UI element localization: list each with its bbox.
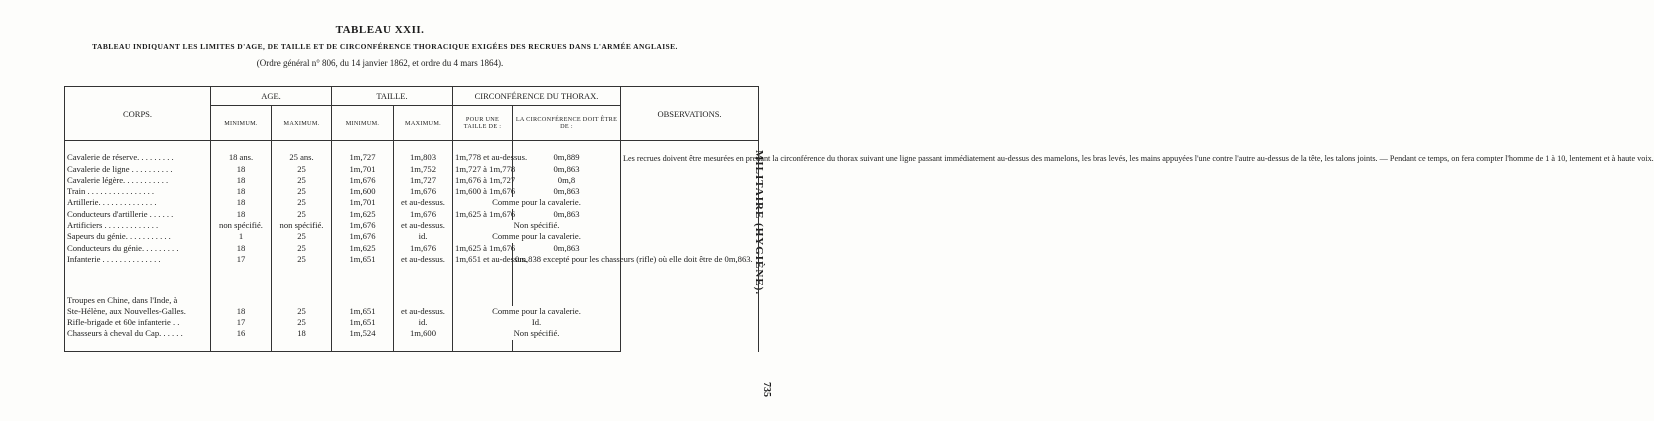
pour-taille-cell: 1m,600 à 1m,676: [453, 186, 513, 197]
observations-text: Les recrues doivent être mesurées en prenant la circonférence du thorax suivant une ligne passant immédiatement au-dessus des mamelons, les bras levés, les mains appuyées l'une contre l'autre au-dessus de la tête, les talons joints. — Pendant ce temps, on fera compter l'homme de 1 à 10, lentement et à haute voix.: [623, 154, 1654, 163]
running-head-text: MILITAIRE (HYGIÈNE).: [753, 150, 765, 296]
age-min-cell: 17: [211, 317, 272, 328]
corps-cell: Train . . . . . . . . . . . . . . . .: [65, 186, 211, 197]
taille-max-cell: et au-dessus.: [394, 197, 453, 208]
age-min-cell: 18: [211, 243, 272, 254]
header-age-min: MINIMUM.: [211, 106, 272, 141]
age-min-cell: 1: [211, 231, 272, 242]
taille-min-cell: 1m,701: [332, 164, 394, 175]
page-number: [758, 382, 788, 412]
pour-taille-cell: 1m,625 à 1m,676: [453, 243, 513, 254]
age-min-cell: 18: [211, 186, 272, 197]
corps-cell: Chasseurs à cheval du Cap. . . . . .: [65, 328, 211, 339]
taille-min-cell: 1m,625: [332, 209, 394, 220]
age-min-cell: 18: [211, 164, 272, 175]
taille-max-cell: 1m,803: [394, 152, 453, 163]
pour-taille-cell: 1m,676 à 1m,727: [453, 175, 513, 186]
thorax-merged-cell: Non spécifié.: [453, 328, 621, 339]
age-min-cell: 18: [211, 209, 272, 220]
age-min-cell: 18: [211, 175, 272, 186]
age-min-cell: 18: [211, 197, 272, 208]
circonference-cell: 0m,863: [513, 164, 621, 175]
age-max-cell: 25: [272, 197, 332, 208]
thorax-merged-cell: Comme pour la cavalerie.: [453, 306, 621, 317]
age-max-cell: 25 ans.: [272, 152, 332, 163]
age-max-cell: 25: [272, 243, 332, 254]
pour-taille-cell: 1m,651 et au-dessus.: [453, 254, 513, 265]
age-min-cell: 18: [211, 306, 272, 317]
pour-taille-cell: 1m,625 à 1m,676: [453, 209, 513, 220]
age-max-cell: 25: [272, 231, 332, 242]
age-max-cell: 25: [272, 254, 332, 265]
taille-max-cell: et au-dessus.: [394, 254, 453, 265]
corps-cell: Artificiers . . . . . . . . . . . . .: [65, 220, 211, 231]
age-max-cell: non spécifié.: [272, 220, 332, 231]
circonference-cell: 0m,863: [513, 243, 621, 254]
header-age: AGE.: [211, 87, 332, 106]
taille-max-cell: id.: [394, 317, 453, 328]
corps-cell: Cavalerie de réserve. . . . . . . . .: [65, 152, 211, 163]
taille-min-cell: 1m,651: [332, 254, 394, 265]
corps-cell: Conducteurs d'artillerie . . . . . .: [65, 209, 211, 220]
taille-min-cell: 1m,651: [332, 317, 394, 328]
corps-cell: Infanterie . . . . . . . . . . . . . .: [65, 254, 211, 265]
taille-max-cell: 1m,600: [394, 328, 453, 339]
taille-max-cell: id.: [394, 231, 453, 242]
thorax-merged-cell: Id.: [453, 317, 621, 328]
taille-min-cell: 1m,524: [332, 328, 394, 339]
taille-max-cell: 1m,676: [394, 243, 453, 254]
taille-min-cell: 1m,651: [332, 306, 394, 317]
thorax-merged-cell: Comme pour la cavalerie.: [453, 231, 621, 242]
observations-cell: [621, 141, 1654, 352]
table-subtitle: TABLEAU INDIQUANT LES LIMITES D'AGE, DE TAILLE ET DE CIRCONFÉRENCE THORACIQUE EXIGÉES DES RECRUES DANS L'ARMÉE ANGLAISE.: [92, 42, 678, 51]
pour-taille-cell: 1m,778 et au-dessus.: [453, 152, 513, 163]
age-max-cell: 25: [272, 175, 332, 186]
header-taille-min: MINIMUM.: [332, 106, 394, 141]
taille-max-cell: 1m,727: [394, 175, 453, 186]
corps-cell: Troupes en Chine, dans l'Inde, à: [65, 295, 211, 306]
taille-max-cell: 1m,752: [394, 164, 453, 175]
age-max-cell: 25: [272, 317, 332, 328]
header-pour-taille: POUR UNE TAILLE DE :: [453, 106, 513, 141]
header-age-max: MAXIMUM.: [272, 106, 332, 141]
recruit-limits-table: [64, 86, 1654, 352]
taille-max-cell: 1m,676: [394, 186, 453, 197]
taille-min-cell: 1m,676: [332, 231, 394, 242]
table-row: [65, 254, 759, 265]
corps-cell: Cavalerie légère. . . . . . . . . . .: [65, 175, 211, 186]
circonference-cell: 0m,863: [513, 209, 621, 220]
age-max-cell: 25: [272, 164, 332, 175]
corps-cell: Ste-Hélène, aux Nouvelles-Galles.: [65, 306, 211, 317]
taille-max-cell: et au-dessus.: [394, 306, 453, 317]
ordre-reference: (Ordre général n° 806, du 14 janvier 1862, et ordre du 4 mars 1864).: [256, 58, 504, 68]
taille-min-cell: 1m,727: [332, 152, 394, 163]
corps-cell: Artillerie. . . . . . . . . . . . . .: [65, 197, 211, 208]
table-title: TABLEAU XXII.: [335, 24, 425, 36]
pour-taille-cell: 1m,727 à 1m,778: [453, 164, 513, 175]
header-corps: CORPS.: [65, 87, 211, 141]
header-circonference: LA CIRCONFÉRENCE DOIT ÊTRE DE :: [513, 106, 621, 141]
taille-min-cell: 1m,701: [332, 197, 394, 208]
thorax-merged-cell: Comme pour la cavalerie.: [453, 197, 621, 208]
header-thorax: CIRCONFÉRENCE DU THORAX.: [453, 87, 621, 106]
header-observations: OBSERVATIONS.: [621, 87, 759, 141]
corps-cell: Rifle-brigade et 60e infanterie . .: [65, 317, 211, 328]
taille-min-cell: 1m,625: [332, 243, 394, 254]
taille-max-cell: et au-dessus.: [394, 220, 453, 231]
taille-min-cell: 1m,676: [332, 220, 394, 231]
taille-min-cell: 1m,676: [332, 175, 394, 186]
corps-cell: Sapeurs du génie. . . . . . . . . . .: [65, 231, 211, 242]
taille-min-cell: 1m,600: [332, 186, 394, 197]
age-max-cell: 25: [272, 306, 332, 317]
circonference-cell: 0m,863: [513, 186, 621, 197]
header-taille: TAILLE.: [332, 87, 453, 106]
corps-cell: Cavalerie de ligne . . . . . . . . . .: [65, 164, 211, 175]
corps-cell: Conducteurs du génie. . . . . . . . .: [65, 243, 211, 254]
age-max-cell: 25: [272, 186, 332, 197]
circonference-cell: 0m,8: [513, 175, 621, 186]
circonference-cell: 0m,838 excepté pour les chasseurs (rifle) où elle doit être de 0m,863.: [513, 254, 621, 295]
header-taille-max: MAXIMUM.: [394, 106, 453, 141]
age-min-cell: 17: [211, 254, 272, 265]
taille-max-cell: 1m,676: [394, 209, 453, 220]
age-max-cell: 25: [272, 209, 332, 220]
thorax-merged-cell: Non spécifié.: [453, 220, 621, 231]
age-min-cell: non spécifié.: [211, 220, 272, 231]
page-number-text: 735: [761, 382, 772, 397]
age-min-cell: 16: [211, 328, 272, 339]
age-min-cell: 18 ans.: [211, 152, 272, 163]
circonference-cell: 0m,889: [513, 152, 621, 163]
age-max-cell: 18: [272, 328, 332, 339]
